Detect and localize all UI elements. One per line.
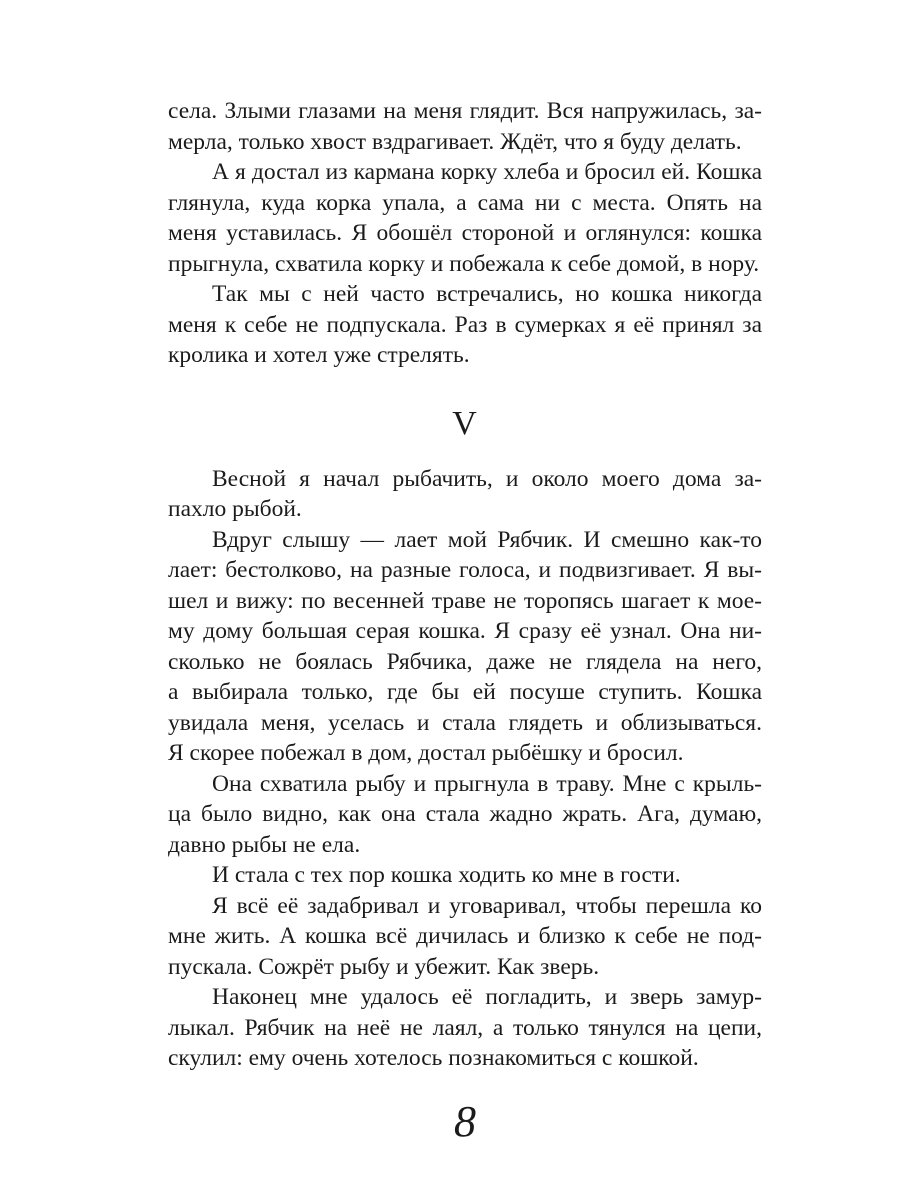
text-column bbox=[168, 96, 762, 1147]
text-line: лает: бестолково, на разные голоса, и подвизгивает. Я вы- bbox=[168, 557, 762, 583]
paragraph bbox=[168, 96, 762, 157]
paragraph bbox=[168, 464, 762, 525]
text-line: пускала. Сожрёт рыбу и убежит. Как зверь. bbox=[168, 953, 600, 980]
text-line: пахло рыбой. bbox=[168, 496, 302, 522]
text-line: Вдруг слышу — лает мой Рябчик. И смешно как-то bbox=[212, 526, 762, 553]
text-line: Она схватила рыбу и прыгнула в траву. Мне с крыль- bbox=[212, 770, 762, 797]
text-line: увидала меня, уселась и стала глядеть и облизываться. bbox=[168, 709, 762, 736]
text-line: Я скорее побежал в дом, достал рыбёшку и бросил. bbox=[168, 740, 684, 766]
paragraph bbox=[168, 525, 762, 769]
paragraph bbox=[168, 279, 762, 371]
text-line: скулил: ему очень хотелось познакомиться с кошкой. bbox=[168, 1045, 699, 1071]
section-heading: V bbox=[452, 404, 478, 442]
text-line: прыгнула, схватила корку и побежала к себе домой, в нору. bbox=[168, 250, 760, 277]
text-line: А я достал из кармана корку хлеба и бросил ей. Кошка bbox=[212, 159, 762, 185]
paragraph bbox=[168, 982, 762, 1074]
text-line: кролика и хотел уже стрелять. bbox=[168, 342, 470, 368]
text-line: глянула, куда корка упала, а сама ни с места. Опять на bbox=[168, 189, 762, 216]
text-line: села. Злыми глазами на меня глядит. Вся напружилась, за- bbox=[168, 98, 762, 124]
text-line: меня к себе не подпускала. Раз в сумерках я её принял за bbox=[168, 311, 762, 338]
text-line: Так мы с ней часто встречались, но кошка никогда bbox=[212, 281, 762, 307]
text-line: давно рыбы не ела. bbox=[168, 831, 361, 858]
text-line: Весной я начал рыбачить, и около моего дома за- bbox=[212, 465, 762, 492]
text-line: ца было видно, как она стала жадно жрать. Ага, думаю, bbox=[168, 801, 762, 827]
text-line: сколько не боялась Рябчика, даже не глядела на него, bbox=[168, 648, 762, 675]
text-line: мерла, только хвост вздрагивает. Ждёт, что я буду делать. bbox=[168, 128, 742, 155]
paragraph bbox=[168, 891, 762, 983]
text-line: а выбирала только, где бы ей посуше ступить. Кошка bbox=[168, 679, 762, 705]
paragraph bbox=[168, 769, 762, 861]
text-line: му дому большая серая кошка. Я сразу её узнал. Она ни- bbox=[168, 618, 762, 644]
paragraph bbox=[168, 860, 762, 891]
text-line: мне жить. А кошка всё дичилась и близко к себе не под- bbox=[168, 923, 762, 949]
text-line: меня уставилась. Я обошёл стороной и оглянулся: кошка bbox=[168, 220, 762, 246]
text-line: лыкал. Рябчик на неё не лаял, а только тянулся на цепи, bbox=[168, 1014, 762, 1041]
text-line: И стала с тех пор кошка ходить ко мне в гости. bbox=[212, 862, 681, 888]
paragraph bbox=[168, 157, 762, 279]
text-line: шел и вижу: по весенней траве не торопясь шагает к мое- bbox=[168, 587, 762, 614]
text-blocks bbox=[168, 96, 762, 1074]
text-line: Я всё её задабривал и уговаривал, чтобы перешла ко bbox=[212, 892, 762, 919]
text-line: Наконец мне удалось её погладить, и зверь замур- bbox=[212, 984, 762, 1010]
page-number: 8 bbox=[454, 1096, 476, 1146]
